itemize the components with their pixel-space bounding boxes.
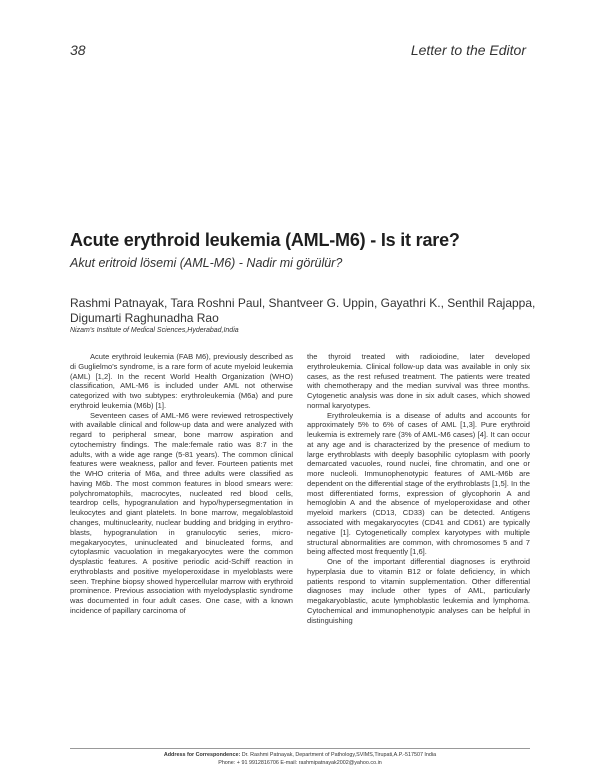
article-subtitle: Akut eritroid lösemi (AML-M6) - Nadir mi görülür? [70,256,343,270]
author-list [70,296,540,326]
paragraph: Erythroleukemia is a disease of adults and accounts for approximately 5% to 6% of cases of AML [1,3]. Pure erythroid leukemia is extremely rare (3% of AML-M6 cases) [4]. It can occur at any age and is characterized by the presence of medium to large erythroblasts with deeply basophilic cytoplasm with poorly demarcated vacuoles, round nuclei, fine chromatin, and one or more nucleoli. Immunophenotypic features of AML-M6b are dependent on the differential stage of the erythroblasts [1,5]. In the most differentiated forms, expression of glycophorin A and hemoglobin A and the absence of myeloperoxidase and other myeloid markers (CD13, CD33) can be detected. Antigens associated with megakaryocytes (CD41 and CD61) are typically negative [1]. Cytogenetically complex karyotypes with multiple structural abnormalities are common, with chromosomes 5 and 7 being affected most frequently [1,6]. [307,410,530,557]
article-title: Acute erythroid leukemia (AML-M6) - Is it rare? [70,230,460,250]
paragraph: One of the important differential diagnoses is erythroid hyperplasia due to vitamin B12 or folate deficiency, in which patients respond to vitamin supplementation. Other differential diagnoses may include other types of AML, particularly megakaryoblastic, acute lymphoblastic leukemia and lymphoma. Cytochemical and immunophenotypic analyses can be helpful in distinguishing [307,557,530,625]
contact-line: Phone: + 91 9912816706 E-mail: rashmipatnayak2002@yahoo.co.in [218,760,382,766]
footer-divider [70,748,530,749]
body-column-right [307,352,530,625]
author-line-2: Digumarti Raghunadha Rao [70,311,219,325]
paragraph: Acute erythroid leukemia (FAB M6), previously described as di Guglielmo's syndrome, is a rare form of acute myeloid leukemia (AML) [1,2]. In the recent World Health Organization (WHO) classification, AML-M6 is included under AML not otherwise categorized with two subtypes: erythroleukemia (M6a) and pure erythroid leukemia (M6b) [1]. [70,352,293,410]
body-column-left [70,352,293,616]
page-number: 38 [70,42,86,58]
correspondence-address: Dr. Rashmi Patnayak, Department of Pathology,SVIMS,Tirupati,A.P.-517507 India [240,752,437,758]
affiliation: Nizam's Institute of Medical Sciences,Hyderabad,India [70,327,239,334]
paragraph: Seventeen cases of AML-M6 were reviewed retrospectively with available clinical and follow-up data and were analyzed with regard to peripheral smear, bone marrow aspiration and cytochemistry findings. The male:female ratio was 8:7 in the adults, with a wide age range (5-81 years). The common clinical features were weakness, pallor and fever. Fourteen patients met the WHO criteria of M6a, and three adults were classified as having M6b. The most common features in blood smears were: polychromatophils, macrocytes, nucleated red blood cells, teardrop cells, hypogranulation and hypo/hypersegmentation in leukocytes and giant platelets. In bone marrow, megaloblastoid changes, multinuclearity, nuclear budding and bridging in erythroblasts, hypogranulation in granulocytic series, micromegakaryocytes, uninucleated and binucleated forms, and cytoplasmic vacuolation in megakaryocytes were the common dysplastic features. A positive periodic acid-Schiff reaction in erythroblasts and positive myeloperoxidase in myeloblasts were seen. Trephine biopsy showed hypercellular marrow with erythroid prominence. Previous association with myelodysplastic syndrome was documented in four adult cases. One case, with a known incidence of papillary carcinoma of [70,410,293,615]
author-line-1: Rashmi Patnayak, Tara Roshni Paul, Shantveer G. Uppin, Gayathri K., Senthil Rajappa, [70,296,536,310]
section-label: Letter to the Editor [410,42,526,58]
correspondence-line [70,752,530,758]
paragraph: the thyroid treated with radioiodine, later developed erythroleukemia. Clinical follow-up data was available in only six cases, as the rest refused treatment. The patients were treated with chemotherapy and the median survival was three months. Cytogenetic analysis was done in six adult cases, which showed normal karyotypes. [307,352,530,410]
correspondence-label: Address for Correspondence: [163,752,241,758]
